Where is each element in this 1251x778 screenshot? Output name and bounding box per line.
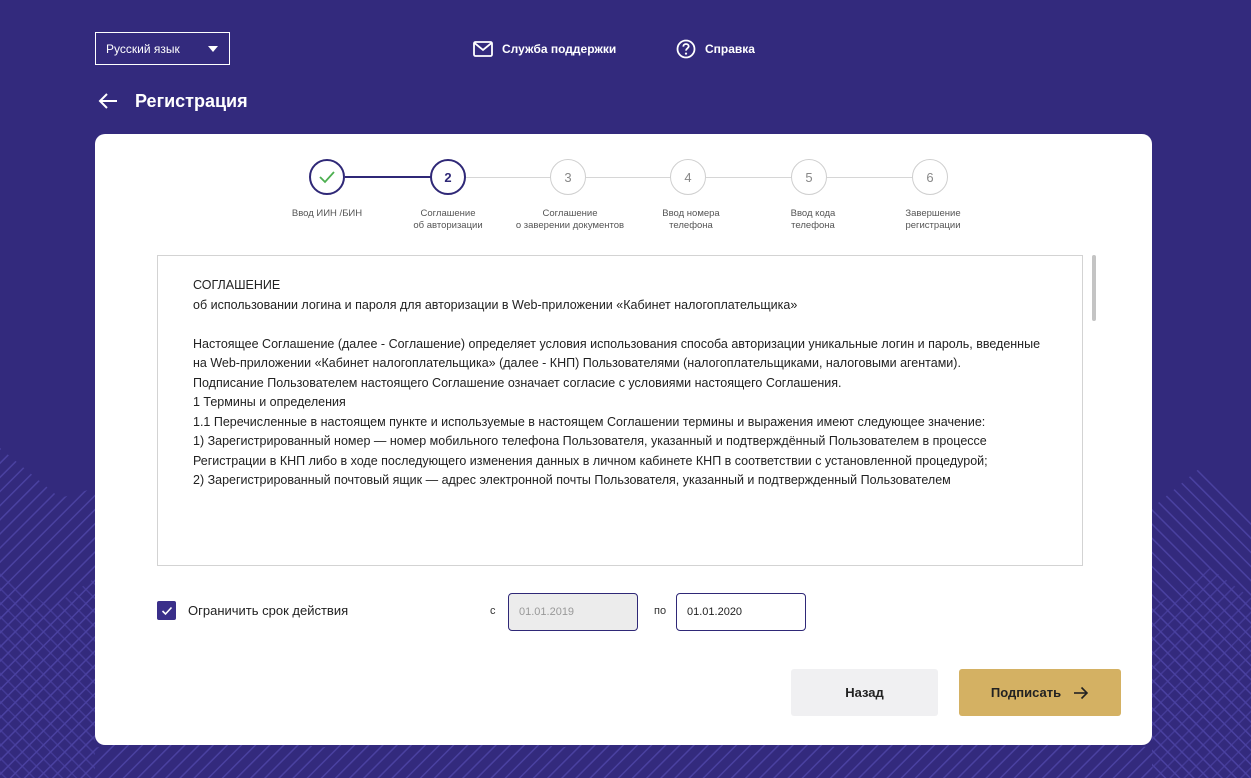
support-link[interactable] — [473, 38, 616, 60]
help-icon — [676, 39, 696, 59]
date-from-label: с — [490, 605, 496, 617]
checkmark-icon — [161, 606, 173, 616]
step-label-line: Ввод ИИН /БИН — [291, 208, 363, 219]
step-label-line: о заверении документов — [515, 220, 625, 231]
step-connector — [586, 177, 672, 178]
sign-button-label: Подписать — [990, 685, 1062, 700]
language-select-value: Русский язык — [106, 41, 180, 56]
step-1-circle — [309, 159, 345, 195]
agreement-paragraph: Настоящее Соглашение (далее - Соглашение) определяет условия использования способа авторизации уникальные логин и пароль, введенные на Web-приложении «Кабинет налогоплательщика» (далее - КНП) Пользователями (налогоплательщиками, налоговыми агентами). — [193, 336, 1041, 370]
step-4-label — [626, 208, 756, 232]
step-6-circle: 6 — [912, 159, 948, 195]
step-label-line: об авторизации — [413, 220, 483, 231]
agreement-paragraph: 1) Зарегистрированный номер — номер мобильного телефона Пользователя, указанный и подтверждённый Пользователем в процессе Регистрации в КНП либо в ходе последующего изменения данных в личном кабинете КНП в соответствии с установленной процедурой; — [193, 434, 988, 468]
step-connector — [827, 177, 914, 178]
back-button-label: Назад — [845, 685, 884, 700]
agreement-scrollbar[interactable] — [1092, 255, 1096, 321]
language-select[interactable] — [95, 32, 230, 65]
limit-validity-label: Ограничить срок действия — [188, 603, 349, 618]
step-5-circle: 5 — [791, 159, 827, 195]
page-title: Регистрация — [135, 90, 248, 111]
limit-validity-checkbox[interactable] — [157, 601, 176, 620]
step-connector — [706, 177, 793, 178]
step-label-line: телефона — [791, 220, 835, 231]
agreement-paragraph: 2) Зарегистрированный почтовый ящик — адрес электронной почты Пользователя, указанный и подтвержденный Пользователем — [193, 473, 951, 487]
agreement-paragraph: 1.1 Перечисленные в настоящем пункте и используемые в настоящем Соглашении термины и выражения имеют следующее значение: — [193, 414, 986, 429]
step-connector — [466, 177, 552, 178]
help-label: Справка — [705, 42, 755, 56]
page-header — [97, 90, 248, 112]
agreement-title: СОГЛАШЕНИЕ — [193, 278, 281, 292]
registration-stepper — [95, 134, 1152, 244]
step-2-circle: 2 — [430, 159, 466, 195]
agreement-text-box[interactable] — [157, 255, 1083, 566]
step-1-label — [262, 208, 392, 220]
help-link[interactable] — [676, 38, 755, 60]
step-4-circle: 4 — [670, 159, 706, 195]
step-connector — [345, 176, 432, 178]
back-button[interactable] — [791, 669, 938, 716]
agreement-paragraph: 1 Термины и определения — [193, 395, 346, 409]
support-label: Служба поддержки — [502, 42, 617, 56]
step-3-label — [505, 208, 635, 232]
step-5-label — [748, 208, 878, 232]
step-label-line: регистрации — [905, 220, 961, 231]
step-label-line: Соглашение — [542, 208, 598, 219]
sign-button[interactable] — [959, 669, 1121, 716]
arrow-right-icon — [1073, 686, 1089, 700]
step-3-circle: 3 — [550, 159, 586, 195]
agreement-paragraph: Подписание Пользователем настоящего Соглашение означает согласие с условиями настоящего Соглашения. — [193, 375, 842, 390]
date-to-input[interactable]: 01.01.2020 — [676, 593, 806, 631]
registration-card — [95, 134, 1152, 745]
step-label-line: Завершение — [905, 208, 961, 219]
mail-icon — [473, 41, 493, 57]
chevron-down-icon — [208, 46, 218, 52]
step-label-line: Соглашение — [420, 208, 476, 219]
date-from-input[interactable]: 01.01.2019 — [508, 593, 638, 631]
step-label-line: Ввод номера — [662, 208, 720, 219]
date-to-label: по — [654, 605, 667, 617]
arrow-left-icon[interactable] — [97, 90, 119, 112]
step-6-label — [868, 208, 998, 232]
step-label-line: телефона — [669, 220, 713, 231]
step-label-line: Ввод кода — [790, 208, 836, 219]
checkmark-icon — [318, 170, 336, 184]
step-2-label — [383, 208, 513, 232]
agreement-subtitle: об использовании логина и пароля для авторизации в Web-приложении «Кабинет налогоплательщика» — [193, 297, 798, 312]
